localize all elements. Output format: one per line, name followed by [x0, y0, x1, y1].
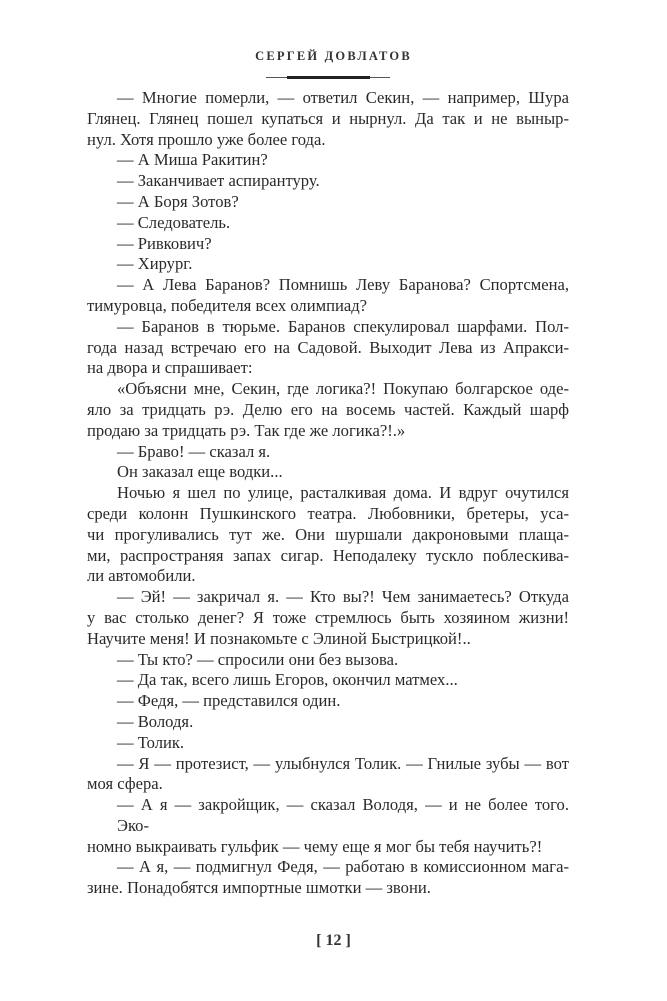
text-line: — Федя, — представился один.: [117, 691, 341, 711]
paragraph: [87, 483, 569, 587]
text-line: — Браво! — сказал я.: [117, 441, 271, 461]
text-line: — Ривкович?: [117, 233, 212, 253]
running-header: СЕРГЕЙ ДОВЛАТОВ: [255, 49, 412, 63]
text-line: — Толик.: [117, 732, 185, 752]
text-line: — Эй! — закричал я. — Кто вы?! Чем занимаетесь? Откуда: [117, 587, 569, 607]
paragraph: [87, 795, 569, 857]
paragraph: [87, 213, 569, 234]
paragraph: [87, 670, 569, 691]
paragraph: [87, 254, 569, 275]
paragraph: [87, 379, 569, 441]
text-line: — А я — закройщик, — сказал Володя, — и не более того. Эко-: [117, 795, 569, 835]
paragraph: [87, 192, 569, 213]
text-line: Он заказал еще водки...: [117, 462, 283, 482]
paragraph: [87, 733, 569, 754]
body-text: [87, 88, 569, 899]
text-line: Ночью я шел по улице, расталкивая дома. И вдруг очутился: [117, 483, 569, 503]
text-line: Научите меня! И познакомьте с Элиной Быстрицкой!..: [87, 628, 471, 648]
text-line: — Заканчивает аспирантуру.: [117, 171, 320, 191]
text-line: ми, распространяя запах сигар. Неподалеку тускло поблескива-: [87, 545, 569, 565]
paragraph: [87, 150, 569, 171]
header-rule-accent: [287, 76, 370, 79]
text-line: — Хирург.: [117, 254, 193, 274]
paragraph: [87, 691, 569, 712]
text-line: номно выкраивать гульфик — чему еще я мог бы тебя научить?!: [87, 836, 543, 856]
text-line: — Ты кто? — спросили они без вызова.: [117, 649, 399, 669]
text-line: тимуровца, победителя всех олимпиад?: [87, 295, 368, 315]
text-line: среди колонн Пушкинского театра. Любовники, бретеры, уса-: [87, 503, 569, 523]
text-line: — Многие померли, — ответил Секин, — например, Шура: [117, 88, 569, 107]
paragraph: [87, 171, 569, 192]
text-line: — Баранов в тюрьме. Баранов спекулировал шарфами. Пол-: [117, 316, 569, 336]
paragraph: [87, 317, 569, 379]
text-line: моя сфера.: [87, 774, 163, 794]
text-line: — Да так, всего лишь Егоров, окончил матмех...: [117, 670, 458, 690]
paragraph: [87, 88, 569, 150]
text-line: «Объясни мне, Секин, где логика?! Покупаю болгарское оде-: [117, 379, 569, 399]
text-line: Глянец. Глянец пошел купаться и нырнул. Да так и не выныр-: [87, 108, 569, 128]
paragraph: [87, 587, 569, 649]
page-number: [ 12 ]: [316, 932, 351, 949]
text-line: зине. Понадобятся импортные шмотки — звони.: [87, 878, 431, 898]
paragraph: [87, 650, 569, 671]
text-line: — А я, — подмигнул Федя, — работаю в комиссионном мага-: [117, 857, 569, 877]
text-line: — Я — протезист, — улыбнулся Толик. — Гнилые зубы — вот: [117, 753, 569, 773]
paragraph: [87, 712, 569, 733]
paragraph: [87, 754, 569, 796]
text-line: нул. Хотя прошло уже более года.: [87, 129, 326, 149]
text-line: — Володя.: [117, 711, 194, 731]
text-line: — Следователь.: [117, 212, 231, 232]
text-line: яло за тридцать рэ. Делю его на восемь частей. Каждый шарф: [87, 399, 569, 419]
text-line: ли автомобили.: [87, 566, 196, 586]
text-line: — А Боря Зотов?: [117, 191, 239, 211]
paragraph: [87, 275, 569, 317]
text-line: на двора и спрашивает:: [87, 358, 253, 378]
text-line: у вас столько денег? Я тоже стремлюсь быть хозяином жизни!: [87, 607, 569, 627]
paragraph: [87, 462, 569, 483]
text-line: — А Миша Ракитин?: [117, 150, 268, 170]
text-line: — А Лева Баранов? Помнишь Леву Баранова? Спортсмена,: [117, 275, 569, 295]
paragraph: [87, 857, 569, 899]
text-line: чи прогуливались тут же. Они шуршали дакроновыми плаща-: [87, 524, 569, 544]
paragraph: [87, 234, 569, 255]
text-line: года назад встречаю его на Садовой. Выходит Лева из Апракси-: [87, 337, 569, 357]
text-line: продаю за тридцать рэ. Так где же логика?!.»: [87, 420, 406, 440]
paragraph: [87, 442, 569, 463]
